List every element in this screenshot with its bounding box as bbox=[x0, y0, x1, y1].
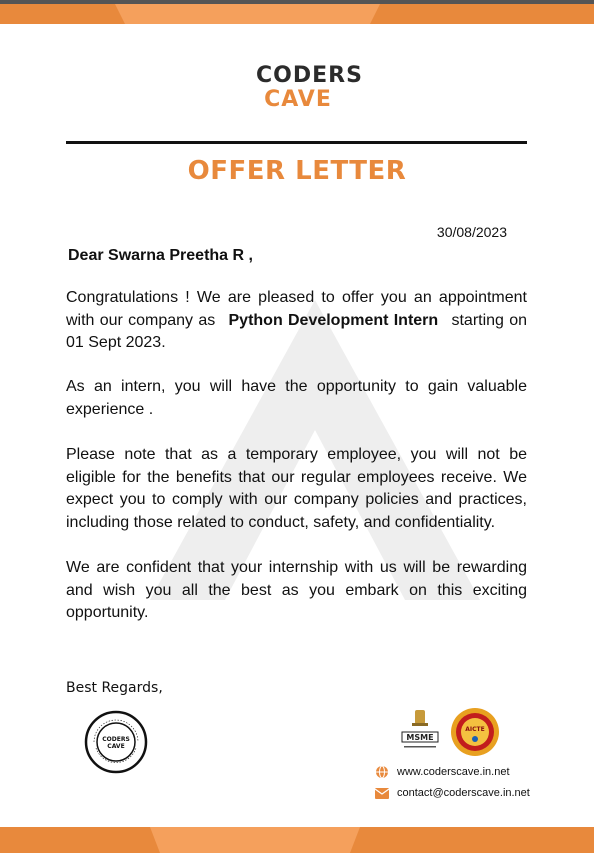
start-date-text: starting on 01 Sept 2023. bbox=[66, 311, 528, 351]
company-seal-stamp bbox=[84, 710, 148, 774]
logo-text-top: CODERS bbox=[256, 63, 363, 88]
aicte-logo bbox=[450, 707, 500, 757]
email-link[interactable]: contact@coderscave.in.net bbox=[397, 787, 530, 799]
email-row bbox=[375, 787, 530, 799]
bottom-decorative-band bbox=[0, 827, 594, 853]
website-link[interactable]: www.coderscave.in.net bbox=[397, 766, 510, 778]
logo-text-bottom: CAVE bbox=[264, 87, 332, 112]
company-logo bbox=[256, 63, 363, 112]
header-divider bbox=[66, 141, 527, 144]
svg-text:CODERS: CODERS bbox=[102, 736, 130, 743]
website-row bbox=[375, 765, 510, 779]
msme-label-text: MSME bbox=[406, 733, 434, 742]
paragraph-opportunity: As an intern, you will have the opportunity to gain valuable experience . bbox=[66, 378, 527, 418]
document-title: OFFER LETTER bbox=[187, 156, 407, 186]
salutation: Dear Swarna Preetha R , bbox=[68, 247, 253, 264]
offer-text: Congratulations ! We are pleased to offer you an appointment with our company as bbox=[66, 289, 527, 329]
paragraph-offer bbox=[66, 287, 527, 355]
letter-date: 30/08/2023 bbox=[436, 224, 507, 240]
closing-line: Best Regards, bbox=[66, 680, 163, 696]
mail-icon bbox=[375, 788, 389, 799]
msme-logo bbox=[398, 708, 442, 756]
svg-text:CAVE: CAVE bbox=[107, 743, 125, 750]
paragraph-closing: We are confident that your internship with us will be rewarding and wish you all the best as you embark on this exciting opportunity. bbox=[66, 559, 527, 621]
top-decorative-band bbox=[0, 0, 594, 24]
paragraph-terms: Please note that as a temporary employee, you will not be eligible for the benefits that our regular employees receive. We expect you to comply with our company policies and practices, including those related to conduct, safety, and confidentiality. bbox=[66, 446, 527, 531]
role-title: Python Development Intern bbox=[228, 311, 439, 329]
globe-icon bbox=[375, 765, 389, 779]
aicte-label-text: AICTE bbox=[465, 726, 485, 733]
